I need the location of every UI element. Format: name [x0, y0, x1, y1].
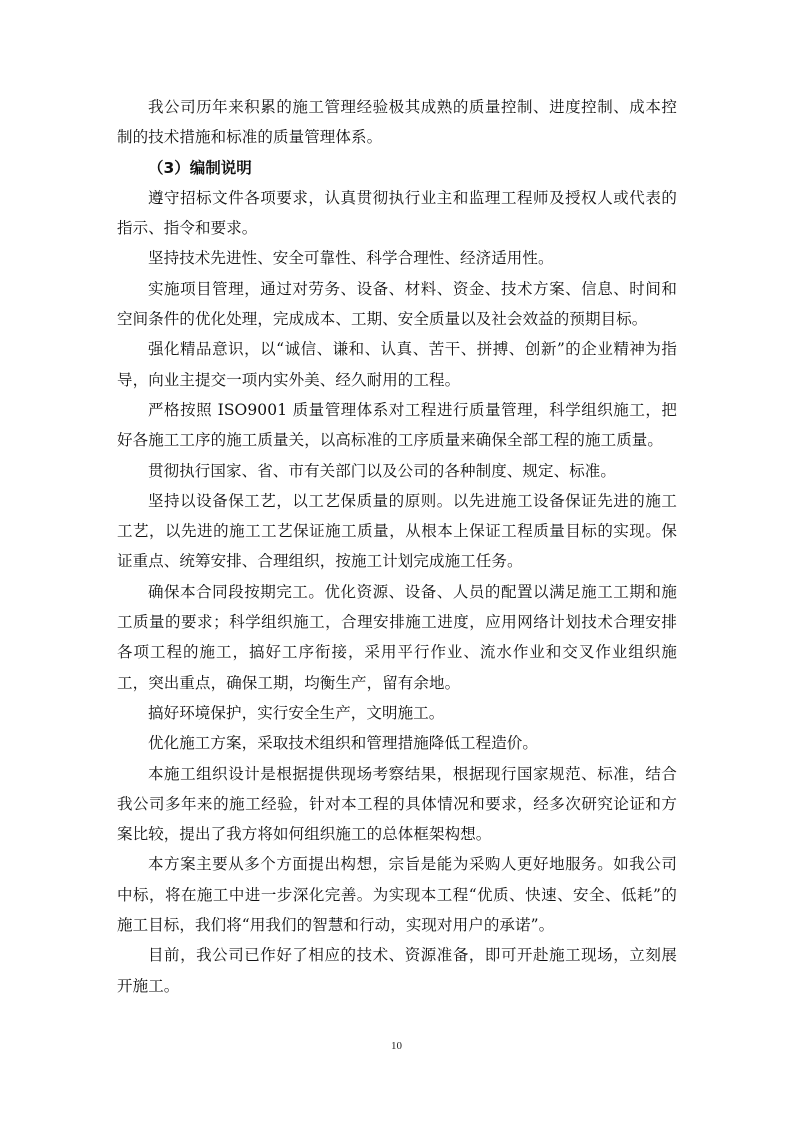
paragraph-7: 坚持以设备保工艺，以工艺保质量的原则。以先进施工设备保证先进的施工工艺，以先进的施工工艺保证施工质量，从根本上保证工程质量目标的实现。保证重点、统筹安排、合理组织，按施工计划完成施工任务。 [117, 491, 677, 571]
paragraph-1: 遵守招标文件各项要求，认真贯彻执行业主和监理工程师及授权人或代表的指示、指令和要求。 [117, 188, 677, 238]
paragraph-8: 确保本合同段按期完工。优化资源、设备、人员的配置以满足施工工期和施工质量的要求；科学组织施工，合理安排施工进度，应用网络计划技术合理安排各项工程的施工，搞好工序衔接，采用平行作业、流水作业和交叉作业组织施工，突出重点，确保工期，均衡生产，留有余地。 [117, 582, 677, 692]
paragraph-4: 强化精品意识，以“诚信、谦和、认真、苦干、拼搏、创新”的企业精神为指导，向业主提交一项内实外美、经久耐用的工程。 [117, 340, 677, 389]
page-number: 10 [391, 1040, 402, 1052]
paragraph-12: 本方案主要从多个方面提出构想，宗旨是能为采购人更好地服务。如我公司中标，将在施工中进一步深化完善。为实现本工程“优质、快速、安全、低耗”的施工目标，我们将“用我们的智慧和行动，实现对用户的承诺”。 [117, 855, 677, 935]
paragraph-3: 实施项目管理，通过对劳务、设备、材料、资金、技术方案、信息、时间和空间条件的优化处理，完成成本、工期、安全质量以及社会效益的预期目标。 [117, 279, 677, 329]
paragraph-5: 严格按照 ISO9001 质量管理体系对工程进行质量管理，科学组织施工，把好各施工工序的施工质量关，以高标准的工序质量来确保全部工程的施工质量。 [117, 400, 677, 450]
paragraph-6: 贯彻执行国家、省、市有关部门以及公司的各种制度、规定、标准。 [148, 461, 617, 480]
paragraph-9: 搞好环境保护，实行安全生产，文明施工。 [148, 703, 445, 722]
paragraph-2: 坚持技术先进性、安全可靠性、科学合理性、经济适用性。 [148, 249, 554, 268]
paragraph-11: 本施工组织设计是根据提供现场考察结果，根据现行国家规范、标准，结合我公司多年来的施工经验，针对本工程的具体情况和要求，经多次研究论证和方案比较，提出了我方将如何组织施工的总体框架构想。 [117, 764, 677, 844]
paragraph-13: 目前，我公司已作好了相应的技术、资源准备，即可开赴施工现场，立刻展开施工。 [117, 946, 677, 995]
paragraph-10: 优化施工方案，采取技术组织和管理措施降低工程造价。 [148, 734, 539, 753]
section-heading: （3）编制说明 [148, 158, 252, 177]
document-body [117, 92, 677, 1001]
paragraph-intro: 我公司历年来积累的施工管理经验极其成熟的质量控制、进度控制、成本控制的技术措施和标准的质量管理体系。 [117, 98, 677, 147]
